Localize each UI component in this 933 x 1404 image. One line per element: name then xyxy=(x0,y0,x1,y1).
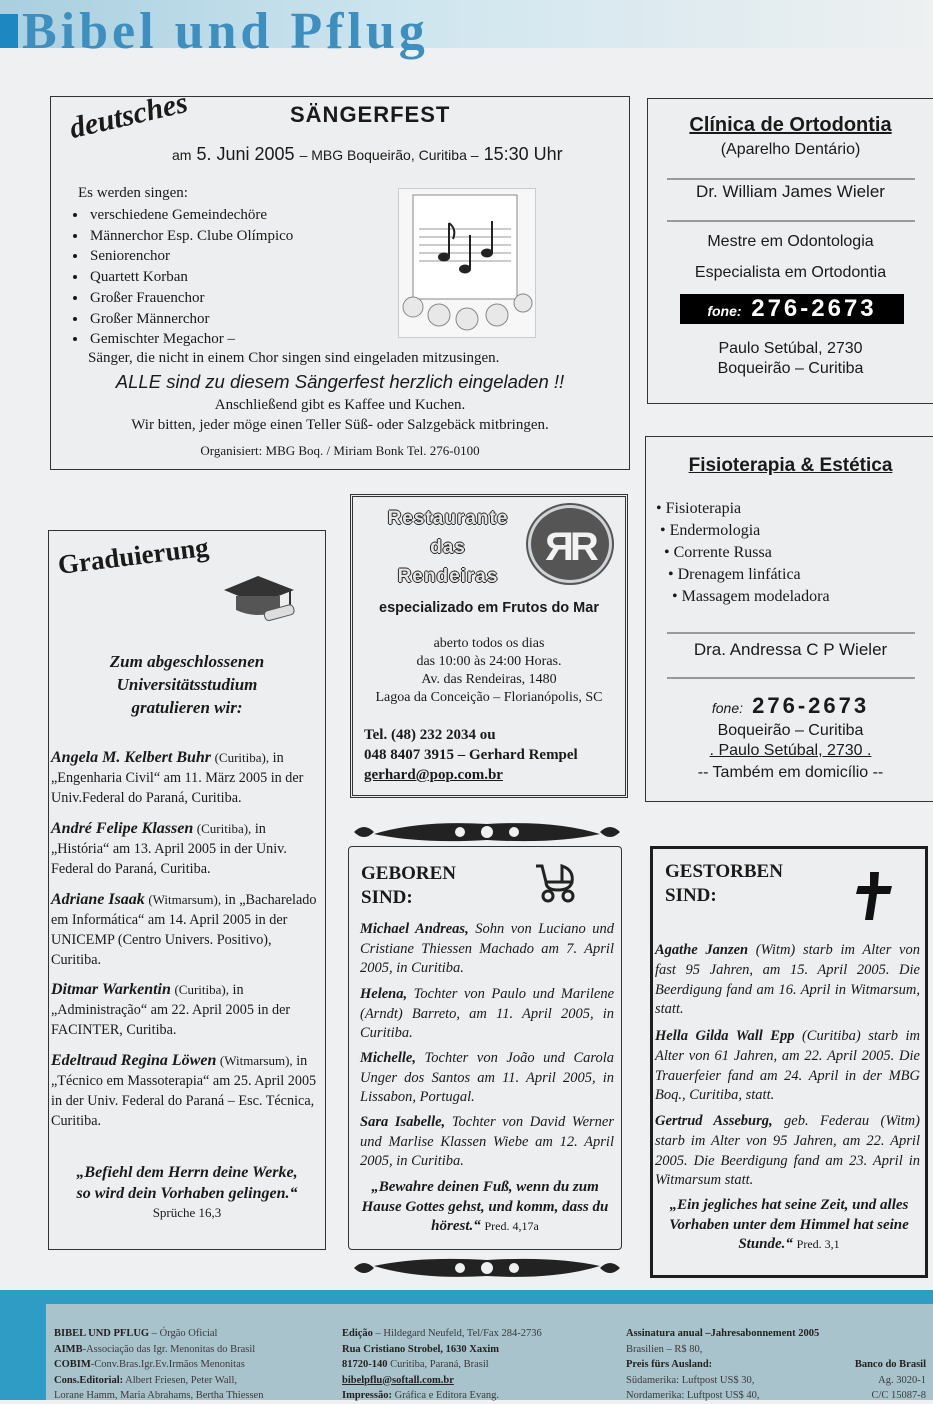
name-line: Restaurante xyxy=(387,508,509,529)
death-text: geb. Federau (Witm) starb im Alter von 95 Jahren, am 22. April 2005. Die Beerdigung fand am 23. April in Witmarsum statt. xyxy=(655,1113,920,1189)
title-line: GEBOREN xyxy=(361,863,457,884)
birth-entry xyxy=(360,1113,614,1172)
footer-column-edition xyxy=(342,1326,622,1404)
music-notes-icon xyxy=(399,189,537,339)
death-entry xyxy=(655,941,920,1020)
graduate-text: in „História“ am 13. April 2005 in der Univ. Federal do Paraná, Curitiba. xyxy=(51,821,287,877)
death-entry xyxy=(655,1112,920,1191)
baby-carriage-icon xyxy=(532,856,580,914)
birth-name: Michael Andreas, xyxy=(360,921,469,937)
death-name: Agathe Janzen xyxy=(655,942,749,958)
clinica-subtitle: (Aparelho Dentário) xyxy=(720,141,861,158)
birth-name: Michelle, xyxy=(360,1050,416,1066)
graduate-name: Ditmar Warkentin xyxy=(51,981,171,998)
graduate-text: in „Técnico em Massoterapia“ am 25. April 2005 in der Univ. Federal do Paraná – Esc. Técnica, Curitiba. xyxy=(51,1053,317,1129)
birth-name: Helena, xyxy=(360,986,408,1002)
list-item: • verschiedene Gemeindechöre xyxy=(88,205,390,226)
restaurante-info-line: das 10:00 às 24:00 Horas. xyxy=(416,654,562,669)
graduate-name: Angela M. Kelbert Buhr xyxy=(51,749,212,766)
phone-number: 276-2673 xyxy=(751,295,877,322)
graduate-name: André Felipe Klassen xyxy=(51,820,194,837)
footer-line: AIMB-Associação das Igr. Menonitas do Brasil xyxy=(54,1343,256,1355)
verse-line: „Befiehl dem Herrn deine Werke, xyxy=(76,1164,298,1181)
footer-line: Edição – Hildegard Neufeld, Tel/Fax 284-2736 xyxy=(342,1328,542,1339)
footer-line: Südamerika: Luftpost US$ 30, Ag. 3020-1 xyxy=(626,1374,926,1386)
date-prefix: am xyxy=(172,147,192,163)
graduate-text: in „Administração“ am 22. April 2005 in der FACINTER, Curitiba. xyxy=(51,982,291,1038)
restaurante-phone-2: 048 8407 3915 – Gerhard Rempel xyxy=(364,747,578,763)
list-item: • Fisioterapia xyxy=(656,500,742,517)
saengerfest-title: SÄNGERFEST xyxy=(290,102,451,127)
verse-text: „Ein jegliches hat seine Zeit, und alles Vorhaben unter dem Himmel hat seine Stunde.“ xyxy=(669,1197,909,1252)
ornament-bottom xyxy=(350,1254,624,1282)
footer-email-link[interactable]: bibelpflu@softall.com.br xyxy=(342,1374,454,1386)
music-notes-image xyxy=(398,188,536,338)
footer-line: COBIM-Conv.Bras.Igr.Ev.Irmãos Menonitas xyxy=(54,1359,245,1370)
list-item: • Massagem modeladora xyxy=(672,588,830,605)
geboren-verse xyxy=(350,1178,620,1237)
intro-line: Zum abgeschlossenen xyxy=(109,652,265,671)
graduate-entry xyxy=(51,819,323,879)
divider xyxy=(667,632,915,634)
geboren-title xyxy=(361,862,456,910)
footer-column-publisher xyxy=(54,1326,336,1404)
cross-icon xyxy=(854,870,894,922)
graduate-entry xyxy=(51,890,323,970)
restaurante-specialty: especializado em Frutos do Mar xyxy=(379,600,599,616)
footer-line: Brasilien – R$ 80, xyxy=(626,1343,703,1355)
singer-list xyxy=(60,205,390,350)
death-entry xyxy=(655,1027,920,1106)
intro-line: Universitätsstudium xyxy=(116,675,258,694)
graduierung-intro xyxy=(48,650,326,719)
birth-entry xyxy=(360,920,614,979)
birth-text: Tochter von João und Carola Unger dos Santos am 11. April 2005, in Lissabon, Portugal. xyxy=(360,1050,614,1106)
footer-column-subscription xyxy=(626,1326,926,1404)
clinica-phone-bar xyxy=(680,294,904,324)
footer-line: 81720-140 Curitiba, Paraná, Brasil xyxy=(342,1359,489,1370)
graduate-location: (Witmarsum), xyxy=(219,1053,293,1068)
list-item: • Gemischter Megachor – xyxy=(88,329,390,350)
graduate-entry xyxy=(51,748,323,808)
restaurante-info-line: Av. das Rendeiras, 1480 xyxy=(421,672,557,687)
death-name: Gertrud Asseburg, xyxy=(655,1113,773,1129)
graduierung-verse-ref: Sprüche 16,3 xyxy=(152,1205,222,1220)
clinica-qualification-1: Mestre em Odontologia xyxy=(707,233,874,250)
time: 15:30 Uhr xyxy=(483,144,563,164)
graduate-location: (Curitiba), xyxy=(174,982,229,997)
fisio-doctor: Dra. Andressa C P Wieler xyxy=(693,640,888,659)
birth-text: Tochter von David Werner und Marlise Klassen Wiebe am 12. April 2005, in Curitiba. xyxy=(360,1114,615,1170)
graduation-cap-icon xyxy=(218,572,298,639)
death-name: Hella Gilda Wall Epp xyxy=(655,1028,795,1044)
footer-line: Rua Cristiano Strobel, 1630 Xaxim xyxy=(342,1343,500,1355)
fisio-address-3: -- Também em domicílio -- xyxy=(697,764,884,781)
divider xyxy=(667,220,915,222)
list-item: • Männerchor Esp. Clube Olímpico xyxy=(88,226,390,247)
verse-line: so wird dein Vorhaben gelingen.“ xyxy=(76,1185,298,1202)
gestorben-verse xyxy=(650,1196,928,1255)
phone-label: fone: xyxy=(711,700,744,716)
graduate-text: in „Engenharia Civil“ am 11. März 2005 in der Univ.Federal do Paraná, Curitiba. xyxy=(51,750,304,806)
ornament-top xyxy=(350,818,624,846)
restaurante-info-line: aberto todos os dias xyxy=(433,636,545,651)
graduate-location: (Witmarsum), xyxy=(148,892,222,907)
verse-ref: Pred. 4,17a xyxy=(484,1219,539,1233)
saengerfest-intro: Es werden singen: xyxy=(78,185,188,201)
list-item: • Corrente Russa xyxy=(664,544,772,561)
saengerfest-after-2: Wir bitten, jeder möge einen Teller Süß- oder Salzgebäck mitbringen. xyxy=(131,417,549,433)
title-line: GESTORBEN xyxy=(665,861,783,882)
clinica-qualification-2: Especialista em Ortodontia xyxy=(694,264,887,281)
graduate-location: (Curitiba), xyxy=(214,750,270,765)
restaurante-name xyxy=(366,504,530,591)
masthead-accent xyxy=(0,14,18,48)
clinica-address-2: Boqueirão – Curitiba xyxy=(717,360,864,377)
saengerfest-organizer: Organisiert: MBG Boq. / Miriam Bonk Tel. 276-0100 xyxy=(200,443,480,458)
graduate-text: in „Bacharelado em Informática“ am 14. April 2005 in der UNICEMP (Centro Univers. Positivo), Curitiba. xyxy=(51,892,317,968)
phone-number: 276-2673 xyxy=(752,693,870,718)
clinica-title: Clínica de Ortodontia xyxy=(689,114,892,136)
verse-ref: Pred. 3,1 xyxy=(796,1237,840,1251)
gestorben-title xyxy=(665,860,783,908)
clinica-doctor: Dr. William James Wieler xyxy=(696,182,885,201)
name-line: Rendeiras xyxy=(397,566,499,587)
phone-label: fone: xyxy=(707,303,742,319)
saengerfest-date-line xyxy=(172,144,563,165)
saengerfest-after-1: Anschließend gibt es Kaffee und Kuchen. xyxy=(214,397,466,413)
saengerfest-note: Sänger, die nicht in einem Chor singen sind eingeladen mitzusingen. xyxy=(88,350,500,366)
verse-text: „Bewahre deinen Fuß, wenn du zum Hause Gottes gehst, und komm, dass du hörest.“ xyxy=(361,1179,609,1234)
footer-line: Lorane Hamm, Maria Abrahams, Bertha Thiessen xyxy=(54,1390,264,1401)
death-text: (Curitiba) starb im Alter von 61 Jahren, am 22. April 2005. Die Trauerfeier fand am 24. April in der MBG Boq., Curitiba, statt. xyxy=(655,1028,921,1104)
masthead-title: Bibel und Pflug xyxy=(22,3,429,60)
divider xyxy=(667,178,915,180)
restaurante-logo: ЯR xyxy=(528,505,612,583)
footer-line: Assinatura anual –Jahresabonnement 2005 xyxy=(626,1328,820,1339)
intro-line: gratulieren wir: xyxy=(131,698,243,717)
birth-name: Sara Isabelle, xyxy=(360,1114,446,1130)
fisio-phone xyxy=(647,693,933,719)
graduate-entry xyxy=(51,1051,323,1131)
footer-line: BIBEL UND PFLUG – Órgão Oficial xyxy=(54,1328,218,1339)
graduate-name: Edeltraud Regina Löwen xyxy=(51,1052,217,1069)
fisio-address-1: Boqueirão – Curitiba xyxy=(717,722,864,739)
list-item: • Großer Frauenchor xyxy=(88,288,390,309)
graduate-entry xyxy=(51,980,323,1040)
clinica-address-1: Paulo Setúbal, 2730 xyxy=(718,340,863,357)
footer-line: Cons.Editorial: Albert Friesen, Peter Wall, xyxy=(54,1374,237,1386)
title-line: SIND: xyxy=(361,887,413,908)
birth-entry xyxy=(360,1049,614,1108)
venue: – MBG Boqueirão, Curitiba – xyxy=(299,147,479,163)
birth-text: Sohn von Luciano und Cristiane Thiessen Machado am 7. April 2005, in Curitiba. xyxy=(360,921,615,977)
footer-line: Nordamerika: Luftpost US$ 40, C/C 15087-8 xyxy=(626,1390,926,1401)
restaurante-email-link[interactable]: gerhard@pop.com.br xyxy=(364,767,503,783)
birth-entry xyxy=(360,985,614,1044)
graduierung-title: Graduierung xyxy=(56,531,211,581)
fisio-address-2: . Paulo Setúbal, 2730 . xyxy=(709,742,872,759)
graduierung-verse xyxy=(48,1162,326,1204)
footer-line: Impressão: Gráfica e Editora Evang. xyxy=(342,1390,499,1401)
list-item: • Drenagem linfática xyxy=(668,566,801,583)
list-item: • Großer Männerchor xyxy=(88,309,390,330)
saengerfest-call: ALLE sind zu diesem Sängerfest herzlich eingeladen !! xyxy=(115,371,565,392)
restaurante-phone-1: Tel. (48) 232 2034 ou xyxy=(364,727,496,743)
graduate-name: Adriane Isaak xyxy=(51,891,145,908)
list-item: • Quartett Korban xyxy=(88,267,390,288)
title-line: SIND: xyxy=(665,885,717,906)
restaurante-info-line: Lagoa da Conceição – Florianópolis, SC xyxy=(375,690,603,705)
fisio-title: Fisioterapia & Estética xyxy=(688,455,893,476)
death-text: (Witm) starb im Alter von fast 95 Jahren, am 15. April 2005. Die Beerdigung fand am 16. April in Witmarsum, statt. xyxy=(655,942,920,1018)
name-line: das xyxy=(430,537,466,558)
footer-line: Preis fürs Ausland: Banco do Brasil xyxy=(626,1359,926,1370)
graduate-location: (Curitiba), xyxy=(196,821,252,836)
divider xyxy=(667,677,915,679)
list-item: • Endermologia xyxy=(660,522,761,539)
list-item: • Seniorenchor xyxy=(88,246,390,267)
birth-text: Tochter von Paulo und Marilene (Arndt) Barreto, am 11. April 2005, in Curitiba. xyxy=(360,986,615,1042)
saengerfest-kicker: deutsches xyxy=(66,85,191,146)
date: 5. Juni 2005 xyxy=(196,144,295,164)
